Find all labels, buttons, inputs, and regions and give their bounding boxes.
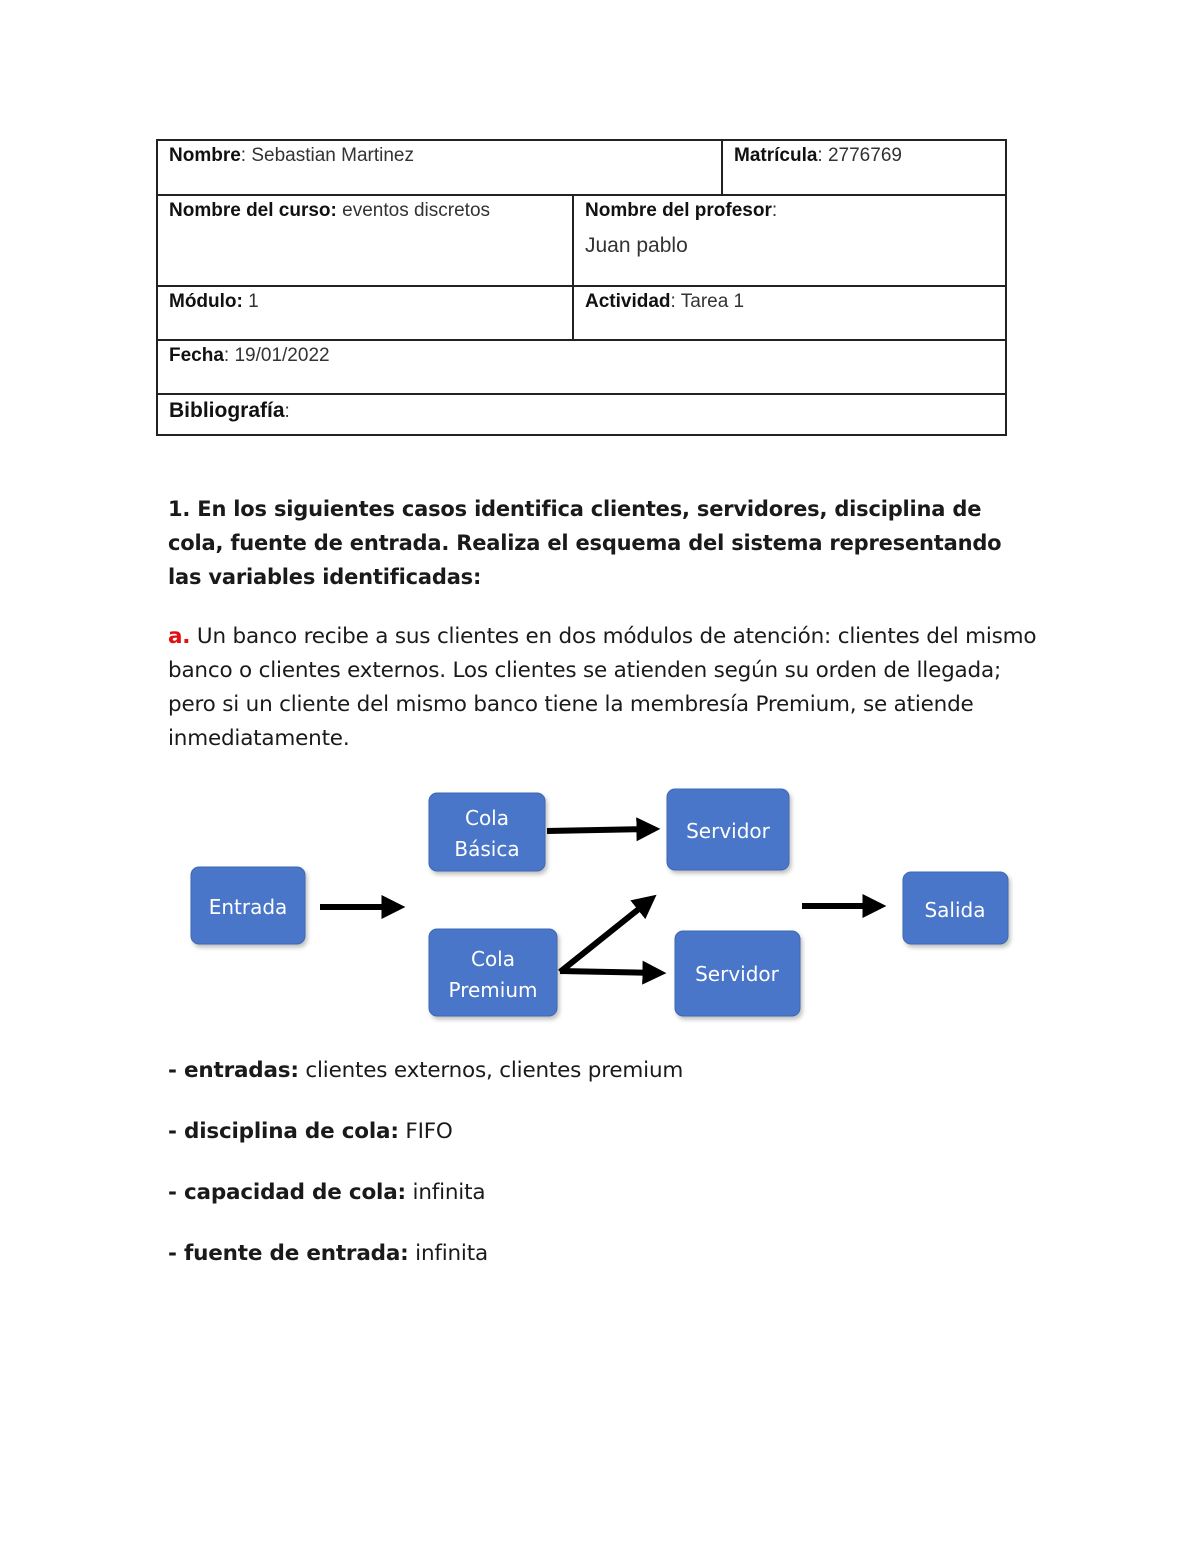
case-a-marker: a.: [168, 624, 191, 649]
curso-label: Nombre del curso:: [169, 200, 337, 221]
fecha-label: Fecha: [169, 345, 224, 366]
var-entradas-value: clientes externos, clientes premium: [298, 1058, 684, 1083]
case-a-text: Un banco recibe a sus clientes en dos módulos de atención: clientes del mismo banco o clientes externos. Los clientes se atienden según su orden de llegada; pero si un cliente del mismo banco tiene la membresía Premium, se atiende inmediatamente.: [168, 624, 1037, 751]
modulo-cell: [157, 286, 573, 340]
var-fuente: [168, 1237, 1038, 1298]
profesor-value: Juan pablo: [585, 234, 688, 257]
cola-premium-box: [429, 929, 557, 1016]
arrow-premium-to-servidor-top: [560, 900, 650, 972]
nombre-value: : Sebastian Martinez: [240, 145, 414, 166]
var-entradas: [168, 1054, 1038, 1115]
profesor-label: Nombre del profesor: [585, 200, 772, 221]
queue-system-diagram: [0, 770, 1200, 1030]
profesor-cell: [573, 195, 1006, 286]
salida-label: Salida: [924, 898, 986, 922]
matricula-value: : 2776769: [817, 145, 902, 166]
var-capacidad-value: infinita: [405, 1180, 486, 1205]
cola-premium-label-line2: Premium: [448, 978, 538, 1002]
bibliografia-cell: [157, 394, 1006, 435]
actividad-label: Actividad: [585, 291, 671, 312]
servidor-top-box: [667, 789, 789, 870]
cola-basica-box: [429, 793, 545, 871]
modulo-value: 1: [242, 291, 259, 312]
matricula-cell: [722, 140, 1006, 195]
entrada-label: Entrada: [208, 895, 288, 919]
actividad-value: : Tarea 1: [670, 291, 745, 312]
cola-premium-box-shape: [429, 929, 557, 1016]
var-fuente-label: - fuente de entrada:: [168, 1241, 409, 1266]
actividad-cell: [573, 286, 1006, 340]
fecha-value: : 19/01/2022: [223, 345, 330, 366]
matricula-label: Matrícula: [734, 145, 818, 166]
cola-basica-label-line1: Cola: [464, 806, 510, 830]
profesor-colon: :: [771, 200, 778, 221]
curso-value: eventos discretos: [336, 200, 491, 221]
case-a-paragraph: [168, 620, 1038, 756]
nombre-label: Nombre: [169, 145, 241, 166]
servidor-bottom-label: Servidor: [695, 962, 779, 986]
modulo-label: Módulo:: [169, 291, 243, 312]
servidor-top-label: Servidor: [686, 819, 770, 843]
question-heading: 1. En los siguientes casos identifica clientes, servidores, disciplina de cola, fuente de entrada. Realiza el esquema del sistema representando las variables identificadas:: [168, 497, 1002, 589]
arrow-basica-to-servidor: [547, 829, 652, 831]
var-capacidad: [168, 1176, 1038, 1237]
cola-basica-label-line2: Básica: [454, 837, 520, 861]
var-fuente-value: infinita: [408, 1241, 488, 1266]
entrada-box: [191, 867, 305, 944]
bibliografia-label: Bibliografía: [169, 399, 285, 422]
nombre-cell: [157, 140, 722, 195]
cola-premium-label-line1: Cola: [470, 947, 516, 971]
info-table: [156, 139, 1007, 436]
var-disciplina-value: FIFO: [398, 1119, 453, 1144]
variables-list: [168, 1054, 1038, 1298]
bibliografia-colon: :: [284, 401, 290, 422]
var-capacidad-label: - capacidad de cola:: [168, 1180, 406, 1205]
servidor-bottom-box: [675, 931, 800, 1016]
arrow-premium-to-servidor-bottom: [560, 971, 658, 973]
fecha-cell: [157, 340, 1006, 394]
var-entradas-label: - entradas:: [168, 1058, 299, 1083]
curso-cell: [157, 195, 573, 286]
var-disciplina: [168, 1115, 1038, 1176]
var-disciplina-label: - disciplina de cola:: [168, 1119, 399, 1144]
salida-box: [903, 872, 1008, 944]
